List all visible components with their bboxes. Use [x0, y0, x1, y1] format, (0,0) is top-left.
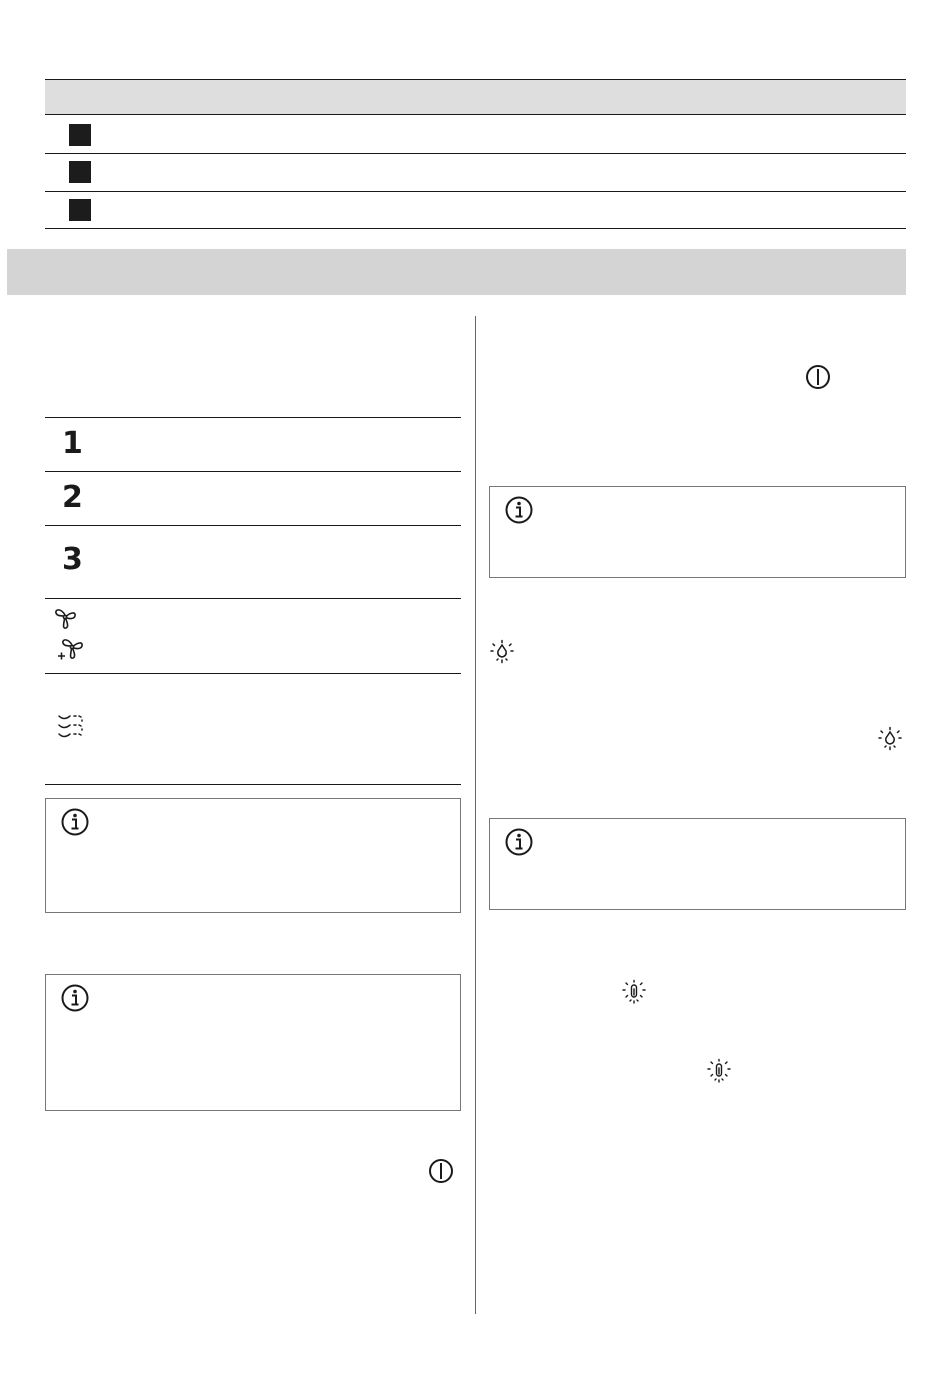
level-table-bottom-rule: [45, 784, 461, 785]
level-table-divider: [45, 471, 461, 472]
info-note-box: [489, 818, 906, 910]
power-icon: [805, 364, 831, 390]
square-icon: [69, 199, 91, 221]
info-note-box: [489, 486, 906, 578]
level-table-divider: [45, 525, 461, 526]
table-row-divider: [45, 153, 906, 154]
level-3-label: 3: [62, 542, 83, 577]
sensor-icon: [706, 1058, 732, 1084]
power-icon: [428, 1158, 454, 1184]
level-table-top-rule: [45, 417, 461, 418]
light-icon: [489, 639, 515, 665]
table-row-divider: [45, 191, 906, 192]
level-1-label: 1: [62, 426, 83, 461]
section-heading-band: [7, 249, 906, 295]
table-header-row: [45, 79, 906, 115]
info-note-box: [45, 798, 461, 913]
steam-icon: [56, 711, 86, 741]
square-icon: [69, 124, 91, 146]
level-table-divider: [45, 598, 461, 599]
info-icon: [60, 983, 90, 1013]
column-divider: [475, 316, 476, 1314]
fan-icon: [52, 605, 78, 631]
level-2-label: 2: [62, 480, 83, 515]
info-icon: [504, 827, 534, 857]
level-table-divider: [45, 673, 461, 674]
sensor-icon: [621, 979, 647, 1005]
info-icon: [60, 807, 90, 837]
info-note-box: [45, 974, 461, 1111]
table-bottom-rule: [45, 228, 906, 229]
info-icon: [504, 495, 534, 525]
square-icon: [69, 161, 91, 183]
fan-boost-icon: [56, 636, 84, 664]
light-icon: [877, 726, 903, 752]
